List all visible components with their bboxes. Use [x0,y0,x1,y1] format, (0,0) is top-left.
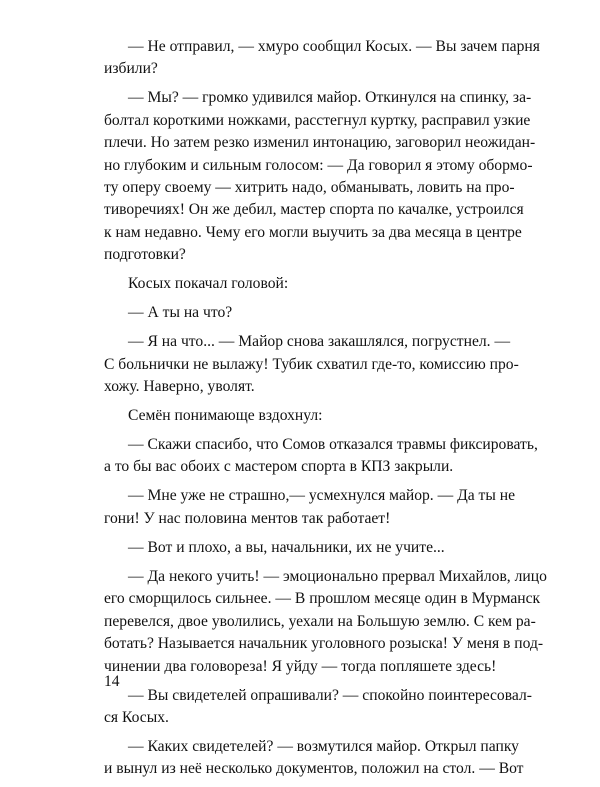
text-line: ботать? Называется начальник уголовного розыска! У меня в под- [104,635,544,653]
text-line: гони! У нас половина ментов так работает! [104,509,391,527]
text-line: — Каких свидетелей? — возмутился майор. Открыл папку [128,737,519,755]
text-line: а то бы вас обоих с мастером спорта в КПЗ закрыли. [104,458,454,476]
text-line: — Я на что... — Майор снова закашлялся, погрустнел. — [128,333,511,351]
text-line: — Скажи спасибо, что Сомов отказался травмы фиксировать, [128,436,538,454]
text-line: перевелся, двое уволились, уехали на Большую землю. С кем ра- [104,612,536,630]
text-line: — Да некого учить! — эмоционально прервал Михайлов, лицо [128,567,547,585]
text-line: Семён понимающе вздохнул: [128,407,323,425]
text-line: избили? [104,60,158,78]
text-line: но глубоким и сильным голосом: — Да говорил я этому обормо- [104,156,533,174]
text-line: ту оперу своему — хитрить надо, обманывать, ловить на про- [104,179,515,197]
text-line: — Мне уже не страшно,— усмехнулся майор. — Да ты не [128,487,516,505]
paragraph [104,273,496,295]
text-line: и вынул из неё несколько документов, положил на стол. — Вот [104,760,524,778]
text-line: ся Косых. [104,708,169,726]
text-line: С больнички не вылажу! Тубик схватил где-то, комиссию про- [104,355,519,373]
text-line: болтал короткими ножками, расстегнул куртку, расправил узкие [104,111,531,129]
paragraph [104,331,519,398]
paragraph [104,485,516,530]
text-line: к нам недавно. Чему его могли выучить за два месяца в центре [104,223,522,241]
paragraph [104,566,547,678]
text-line: Косых покачал головой: [128,275,289,293]
text-line: чинении два головореза! Я уйду — тогда попляшете здесь! [104,657,497,675]
paragraph [104,405,496,427]
text-line: — Не отправил, — хмуро сообщил Косых. — Вы зачем парня [128,38,540,55]
paragraph [104,685,532,730]
text-line: тиворечиях! Он же дебил, мастер спорта по качалке, устроился [104,201,524,219]
paragraph [104,537,496,559]
text-line: — А ты на что? [128,304,233,322]
paragraph [104,736,524,781]
text-line: плечи. Но затем резко изменил интонацию, заговорил неожидан- [104,134,536,152]
body-text [104,36,547,787]
text-line: хожу. Наверно, уволят. [104,378,255,396]
paragraph [104,36,540,81]
text-line: подготовки? [104,246,186,264]
text-line: его сморщилось сильнее. — В прошлом месяце один в Мурманск [104,590,541,608]
paragraph [104,434,538,479]
page-number: 14 [104,673,120,690]
paragraph [104,302,496,324]
text-line: — Вот и плохо, а вы, начальники, их не учите... [128,538,445,556]
text-line: — Вы свидетелей опрашивали? — спокойно поинтересовал- [128,686,532,704]
text-line: — Мы? — громко удивился майор. Откинулся на спинку, за- [128,89,532,107]
paragraph [104,87,536,266]
